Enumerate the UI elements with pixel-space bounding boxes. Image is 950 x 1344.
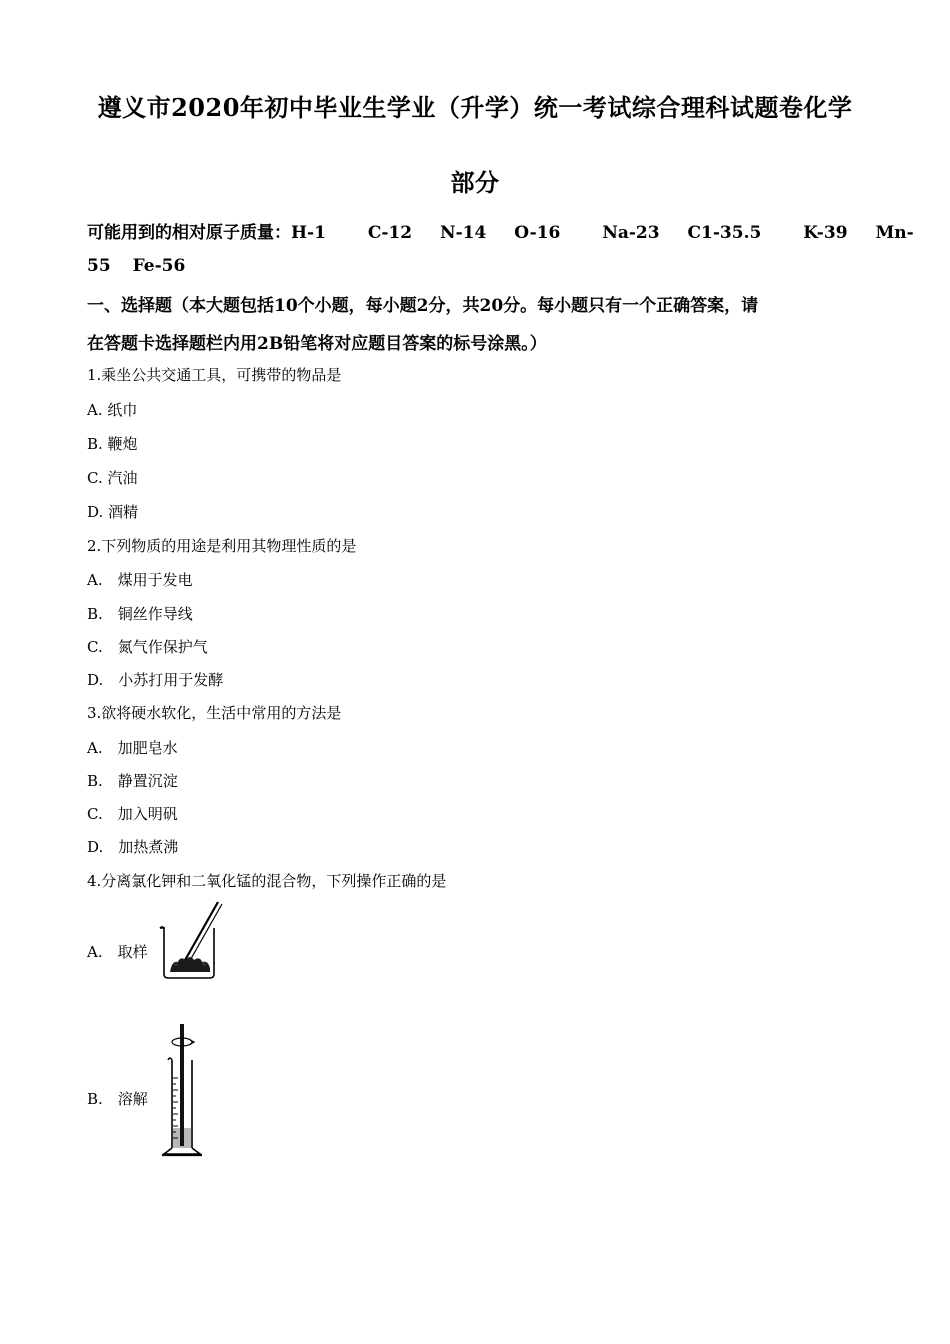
graduated-cylinder-figure [156, 1020, 210, 1160]
option-b: B. 溶解 [87, 1090, 148, 1108]
atomic-mass-line-2 [87, 256, 185, 276]
option-c: C. 氮气作保护气 [87, 638, 208, 656]
option-d: D. 酒精 [87, 503, 139, 521]
atomic-mass-item: C-12 [367, 223, 413, 243]
question-stem: 2.下列物质的用途是利用其物理性质的是 [87, 537, 357, 555]
atomic-mass-item: 55 [87, 256, 111, 276]
question-stem: 3.欲将硬水软化，生活中常用的方法是 [87, 704, 342, 722]
question-stem: 4.分离氯化钾和二氧化锰的混合物，下列操作正确的是 [87, 872, 447, 890]
beaker-sampling-figure [156, 900, 226, 982]
option-c: C. 汽油 [87, 469, 138, 487]
atomic-mass-item: N-14 [440, 223, 487, 243]
atomic-mass-item: Na-23 [602, 223, 660, 243]
section-instructions: 在答题卡选择题栏内用2B铅笔将对应题目答案的标号涂黑。） [87, 334, 547, 354]
page-title-continued: 部分 [450, 168, 500, 197]
option-b: B. 铜丝作导线 [87, 605, 193, 623]
atomic-mass-item: Mn- [875, 223, 914, 243]
atomic-mass-item: O-16 [514, 223, 561, 243]
atomic-mass-item: Fe-56 [132, 256, 186, 276]
option-b: B. 鞭炮 [87, 435, 138, 453]
atomic-mass-list [291, 223, 914, 243]
section-heading: 一、选择题（本大题包括10个小题，每小题2分，共20分。每小题只有一个正确答案，请 [87, 296, 759, 316]
option-a: A. 纸巾 [87, 401, 138, 419]
option-d: D. 加热煮沸 [87, 838, 179, 856]
option-d: D. 小苏打用于发酵 [87, 671, 224, 689]
atomic-mass-item: K-39 [803, 223, 848, 243]
atomic-mass-label: 可能用到的相对原子质量： [87, 223, 291, 243]
atomic-mass-item: C1-35.5 [687, 223, 762, 243]
atomic-mass-item: H-1 [291, 223, 326, 243]
question-stem: 1.乘坐公共交通工具，可携带的物品是 [87, 366, 342, 384]
option-b: B. 静置沉淀 [87, 772, 178, 790]
option-c: C. 加入明矾 [87, 805, 178, 823]
atomic-mass-line [87, 218, 914, 243]
page-title: 遵义市2020年初中毕业生学业（升学）统一考试综合理科试题卷化学 [97, 93, 853, 122]
option-a: A. 取样 [87, 943, 148, 961]
option-a: A. 煤用于发电 [87, 571, 193, 589]
option-a: A. 加肥皂水 [87, 739, 178, 757]
